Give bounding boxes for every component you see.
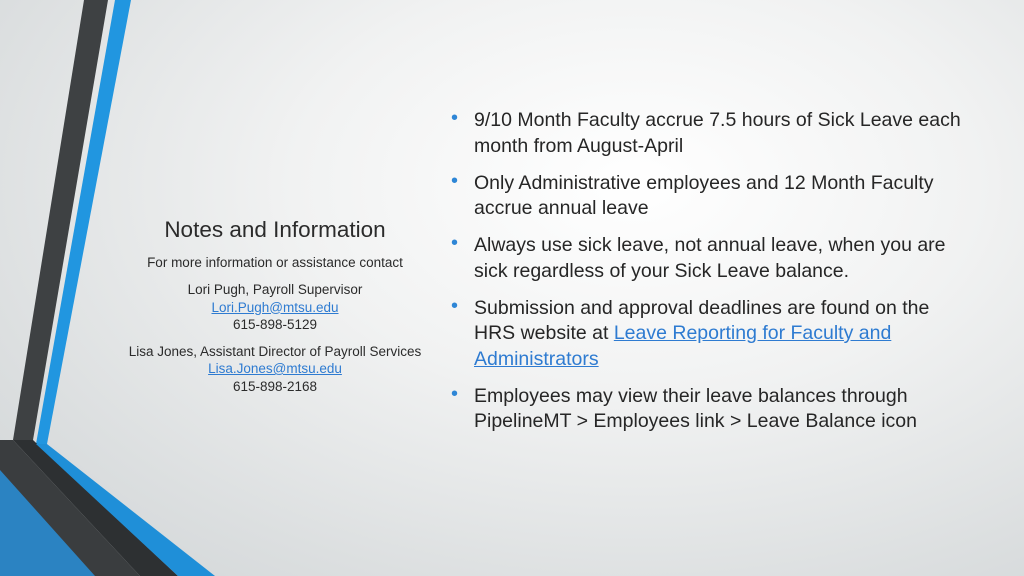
- notes-title: Notes and Information: [164, 217, 386, 242]
- info-bullet-list: [450, 108, 970, 446]
- bullet-text: Always use sick leave, not annual leave, when you are sick regardless of your Sick Leave balance.: [474, 234, 946, 282]
- bullet-dot-icon: •: [451, 232, 459, 254]
- bullet-item: [450, 296, 970, 373]
- bullet-text: Submission and approval deadlines are found on the HRS website at: [474, 296, 930, 344]
- bullet-text: Only Administrative employees and 12 Month Faculty accrue annual leave: [474, 171, 934, 219]
- bullet-item: [450, 171, 970, 222]
- bullet-dot-icon: •: [451, 382, 459, 405]
- bullet-dot-icon: •: [451, 107, 459, 129]
- bullet-dot-icon: •: [451, 294, 459, 317]
- contact-name-role: Lisa Jones, Assistant Director of Payroll Services: [128, 343, 422, 359]
- bullet-item: [450, 108, 970, 159]
- bullet-text: 9/10 Month Faculty accrue 7.5 hours of Sick Leave each month from August-April: [474, 109, 961, 157]
- notes-subtitle: For more information or assistance contact: [147, 255, 403, 270]
- contact-email-link[interactable]: Lori.Pugh@mtsu.edu: [211, 299, 339, 315]
- contact-phone: 615-898-2168: [232, 378, 318, 394]
- notes-panel: [110, 214, 440, 404]
- contact-email-link[interactable]: Lisa.Jones@mtsu.edu: [208, 361, 342, 376]
- leave-reporting-link[interactable]: Leave Reporting for Faculty and Administrators: [474, 322, 892, 370]
- contact-card: [110, 343, 440, 396]
- stripe-dark-upper: [13, 0, 108, 440]
- bullet-dot-icon: •: [451, 169, 459, 192]
- bullet-text: Employees may view their leave balances through PipelineMT > Employees link > Leave Balance icon: [474, 384, 917, 432]
- bullet-item: [450, 233, 970, 284]
- bullet-item: [450, 384, 970, 435]
- contact-card: [110, 281, 440, 334]
- contact-phone: 615-898-5129: [232, 317, 318, 332]
- contact-name-role: Lori Pugh, Payroll Supervisor: [187, 282, 363, 297]
